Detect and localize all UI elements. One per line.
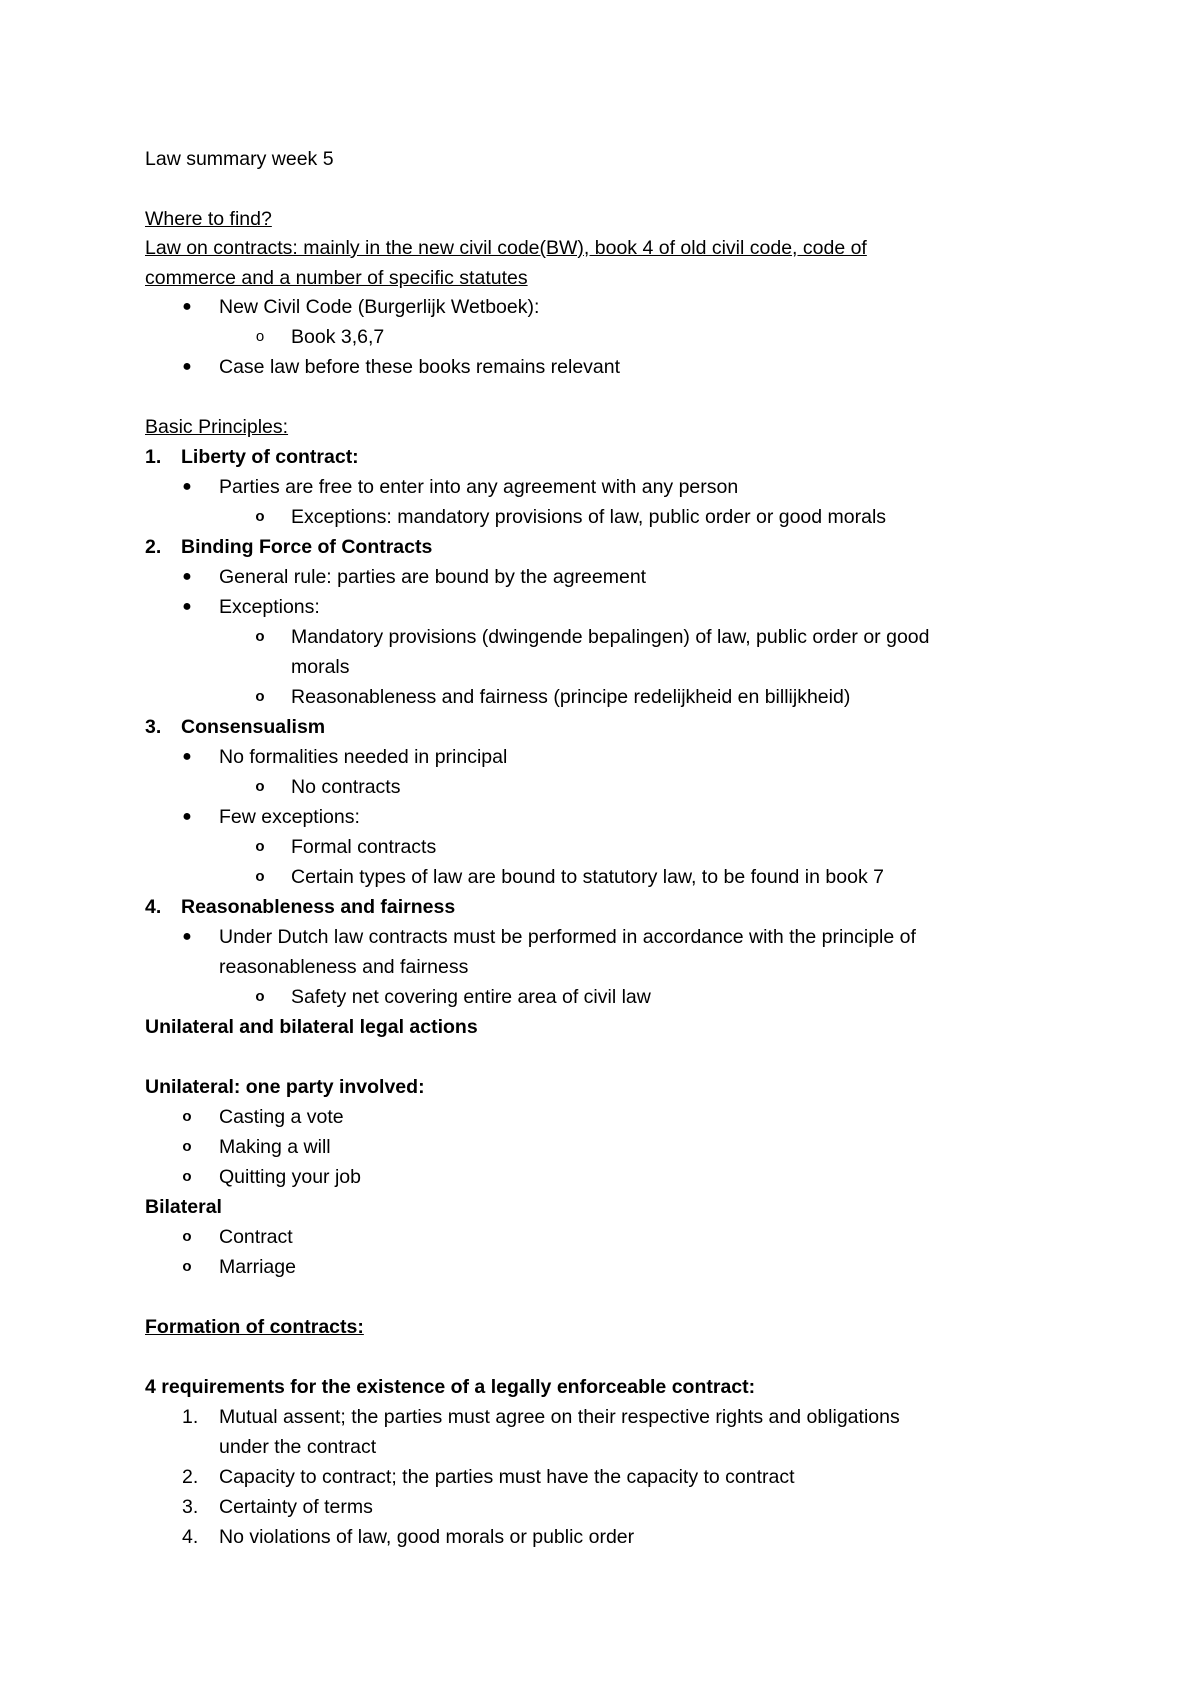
- principle-4-bullet-1-line-1: Under Dutch law contracts must be performed in accordance with the principle of: [219, 926, 916, 948]
- unilateral-item: Quitting your job: [219, 1166, 361, 1188]
- basic-heading: Basic Principles:: [145, 416, 289, 438]
- principle-1-title: Liberty of contract:: [181, 446, 359, 468]
- bullet-circle-icon: o: [182, 1258, 192, 1275]
- bullet-circle-icon: o: [255, 628, 265, 645]
- bullet-circle-icon: o: [182, 1108, 192, 1125]
- requirement-2-number: 2.: [182, 1466, 199, 1488]
- principle-1-sub: Exceptions: mandatory provisions of law, public order or good morals: [291, 506, 887, 528]
- principle-1-bullet-1: Parties are free to enter into any agreement with any person: [219, 476, 739, 498]
- bullet-dot-icon: ●: [182, 808, 192, 825]
- principle-2-bullet-2: Exceptions:: [219, 596, 320, 618]
- where-heading: Where to find?: [145, 208, 272, 230]
- where-law-line-1: Law on contracts: mainly in the new civil code(BW), book 4 of old civil code, code of: [145, 237, 867, 259]
- requirement-1-line-1: Mutual assent; the parties must agree on their respective rights and obligations: [219, 1406, 900, 1428]
- bullet-circle-icon: o: [255, 838, 265, 855]
- bullet-circle-icon: o: [255, 988, 265, 1005]
- principle-3-sub-3: Certain types of law are bound to statutory law, to be found in book 7: [291, 866, 884, 888]
- bilateral-item: Contract: [219, 1226, 293, 1248]
- bullet-circle-icon: o: [255, 508, 265, 525]
- principle-4-sub-1: Safety net covering entire area of civil law: [291, 986, 651, 1008]
- bullet-circle-icon: o: [255, 328, 265, 345]
- requirements-heading: 4 requirements for the existence of a legally enforceable contract:: [145, 1376, 756, 1398]
- principle-2-sub-1-line-1: Mandatory provisions (dwingende bepalingen) of law, public order or good: [291, 626, 930, 648]
- where-law-line-2: commerce and a number of specific statutes: [145, 267, 528, 289]
- requirement-1-number: 1.: [182, 1406, 199, 1428]
- requirement-2: Capacity to contract; the parties must have the capacity to contract: [219, 1466, 795, 1488]
- where-item-1: New Civil Code (Burgerlijk Wetboek):: [219, 296, 540, 318]
- page-title: Law summary week 5: [145, 148, 334, 170]
- unilateral-item: Casting a vote: [219, 1106, 344, 1128]
- bullet-circle-icon: o: [255, 688, 265, 705]
- principle-2-number: 2.: [145, 536, 162, 558]
- bullet-dot-icon: ●: [182, 928, 192, 945]
- bilateral-item: Marriage: [219, 1256, 296, 1278]
- principle-3-number: 3.: [145, 716, 162, 738]
- bullet-circle-icon: o: [182, 1138, 192, 1155]
- unilateral-item: Making a will: [219, 1136, 331, 1158]
- principle-2-sub-1-line-2: morals: [291, 656, 350, 678]
- bullet-dot-icon: ●: [182, 358, 192, 375]
- bullet-circle-icon: o: [255, 868, 265, 885]
- bullet-dot-icon: ●: [182, 598, 192, 615]
- unilateral-heading: Unilateral: one party involved:: [145, 1076, 425, 1098]
- principle-4-number: 4.: [145, 896, 162, 918]
- bullet-dot-icon: ●: [182, 478, 192, 495]
- principle-3-bullet-1: No formalities needed in principal: [219, 746, 508, 768]
- requirement-1-line-2: under the contract: [219, 1436, 377, 1458]
- bullet-circle-icon: o: [255, 778, 265, 795]
- uni-bi-heading: Unilateral and bilateral legal actions: [145, 1016, 478, 1038]
- bullet-dot-icon: ●: [182, 298, 192, 315]
- formation-heading: Formation of contracts:: [145, 1316, 364, 1338]
- principle-3-bullet-2: Few exceptions:: [219, 806, 360, 828]
- bilateral-heading: Bilateral: [145, 1196, 222, 1218]
- principle-2-bullet-1: General rule: parties are bound by the agreement: [219, 566, 647, 588]
- principle-1-number: 1.: [145, 446, 162, 468]
- principle-2-sub-2: Reasonableness and fairness (principe redelijkheid en billijkheid): [291, 686, 851, 708]
- principle-3-sub-1: No contracts: [291, 776, 401, 798]
- principle-2-title: Binding Force of Contracts: [181, 536, 433, 558]
- where-item-1-sub: Book 3,6,7: [291, 326, 385, 348]
- bullet-dot-icon: ●: [182, 568, 192, 585]
- bullet-dot-icon: ●: [182, 748, 192, 765]
- bullet-circle-icon: o: [182, 1228, 192, 1245]
- principle-3-sub-2: Formal contracts: [291, 836, 437, 858]
- requirement-3: Certainty of terms: [219, 1496, 373, 1518]
- requirement-4: No violations of law, good morals or public order: [219, 1526, 635, 1548]
- where-item-2: Case law before these books remains relevant: [219, 356, 621, 378]
- requirement-4-number: 4.: [182, 1526, 199, 1548]
- principle-4-title: Reasonableness and fairness: [181, 896, 456, 918]
- requirement-3-number: 3.: [182, 1496, 199, 1518]
- bullet-circle-icon: o: [182, 1168, 192, 1185]
- principle-4-bullet-1-line-2: reasonableness and fairness: [219, 956, 469, 978]
- principle-3-title: Consensualism: [181, 716, 326, 738]
